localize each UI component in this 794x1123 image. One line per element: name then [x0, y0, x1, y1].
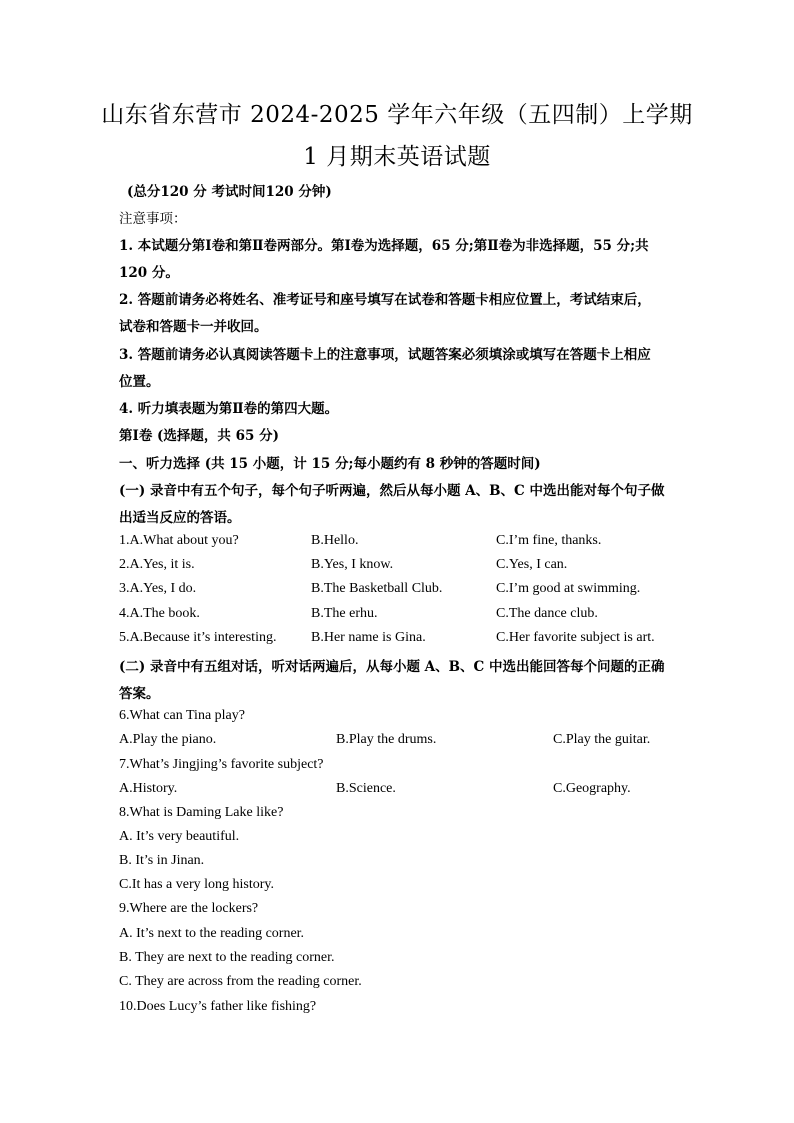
q2-option-b: B.Yes, I know.	[311, 557, 394, 572]
exam-title-line2: 1 月期末英语试题	[303, 144, 491, 170]
sub2-instruction-b: 答案。	[119, 686, 160, 702]
q6-option-b: B.Play the drums.	[336, 732, 437, 747]
q4-option-a: 4.A.The book.	[119, 606, 200, 621]
q9-option-b: B. They are next to the reading corner.	[119, 950, 335, 965]
note-3-line-b: 位置。	[119, 374, 160, 390]
q5-option-b: B.Her name is Gina.	[311, 630, 426, 645]
q7-option-b: B.Science.	[336, 781, 396, 796]
sub2-instruction-a: (二) 录音中有五组对话，听对话两遍后，从每小题 A、B、C 中选出能回答每个问题的正确	[119, 659, 665, 675]
q4-option-b: B.The erhu.	[311, 606, 378, 621]
exam-info: (总分120 分 考试时间120 分钟)	[127, 184, 332, 200]
section1-heading: 一、听力选择 (共 15 小题，计 15 分;每小题约有 8 秒钟的答题时间)	[119, 456, 541, 472]
notes-heading: 注意事项：	[119, 211, 187, 227]
question-6: 6.What can Tina play?	[119, 708, 245, 723]
q5-option-c: C.Her favorite subject is art.	[496, 630, 655, 645]
note-1-line-b: 120 分。	[119, 265, 179, 281]
q3-option-c: C.I’m good at swimming.	[496, 581, 641, 596]
q1-option-b: B.Hello.	[311, 533, 359, 548]
question-9: 9.Where are the lockers?	[119, 901, 259, 916]
note-2-line-a: 2. 答题前请务必将姓名、准考证号和座号填写在试卷和答题卡相应位置上，考试结束后，	[119, 292, 651, 308]
q7-option-c: C.Geography.	[553, 781, 631, 796]
q5-option-a: 5.A.Because it’s interesting.	[119, 630, 277, 645]
q3-option-a: 3.A.Yes, I do.	[119, 581, 197, 596]
note-2-line-b: 试卷和答题卡一并收回。	[119, 319, 268, 335]
q8-option-c: C.It has a very long history.	[119, 877, 275, 892]
note-4: 4. 听力填表题为第Ⅱ卷的第四大题。	[119, 401, 339, 417]
exam-title-line1: 山东省东营市 2024-2025 学年六年级（五四制）上学期	[101, 102, 693, 128]
sub1-instruction-a: (一) 录音中有五个句子，每个句子听两遍，然后从每小题 A、B、C 中选出能对每个句子做	[119, 483, 665, 499]
q6-option-c: C.Play the guitar.	[553, 732, 651, 747]
q2-option-c: C.Yes, I can.	[496, 557, 568, 572]
q9-option-a: A. It’s next to the reading corner.	[119, 926, 305, 941]
sub1-instruction-b: 出适当反应的答语。	[119, 510, 241, 526]
q4-option-c: C.The dance club.	[496, 606, 598, 621]
question-8: 8.What is Daming Lake like?	[119, 805, 284, 820]
q1-option-c: C.I’m fine, thanks.	[496, 533, 602, 548]
question-7: 7.What’s Jingjing’s favorite subject?	[119, 757, 324, 772]
note-3-line-a: 3. 答题前请务必认真阅读答题卡上的注意事项，试题答案必须填涂或填写在答题卡上相应	[119, 347, 651, 363]
q6-option-a: A.Play the piano.	[119, 732, 217, 747]
note-1-line-a: 1. 本试题分第Ⅰ卷和第Ⅱ卷两部分。第Ⅰ卷为选择题，65 分;第Ⅱ卷为非选择题，55 分;共	[119, 238, 649, 254]
q8-option-a: A. It’s very beautiful.	[119, 829, 240, 844]
q9-option-c: C. They are across from the reading corner.	[119, 974, 362, 989]
q2-option-a: 2.A.Yes, it is.	[119, 557, 195, 572]
q7-option-a: A.History.	[119, 781, 178, 796]
q8-option-b: B. It’s in Jinan.	[119, 853, 205, 868]
question-10: 10.Does Lucy’s father like fishing?	[119, 999, 317, 1014]
q3-option-b: B.The Basketball Club.	[311, 581, 443, 596]
q1-option-a: 1.A.What about you?	[119, 533, 239, 548]
part1-heading: 第Ⅰ卷 (选择题，共 65 分)	[119, 428, 279, 444]
